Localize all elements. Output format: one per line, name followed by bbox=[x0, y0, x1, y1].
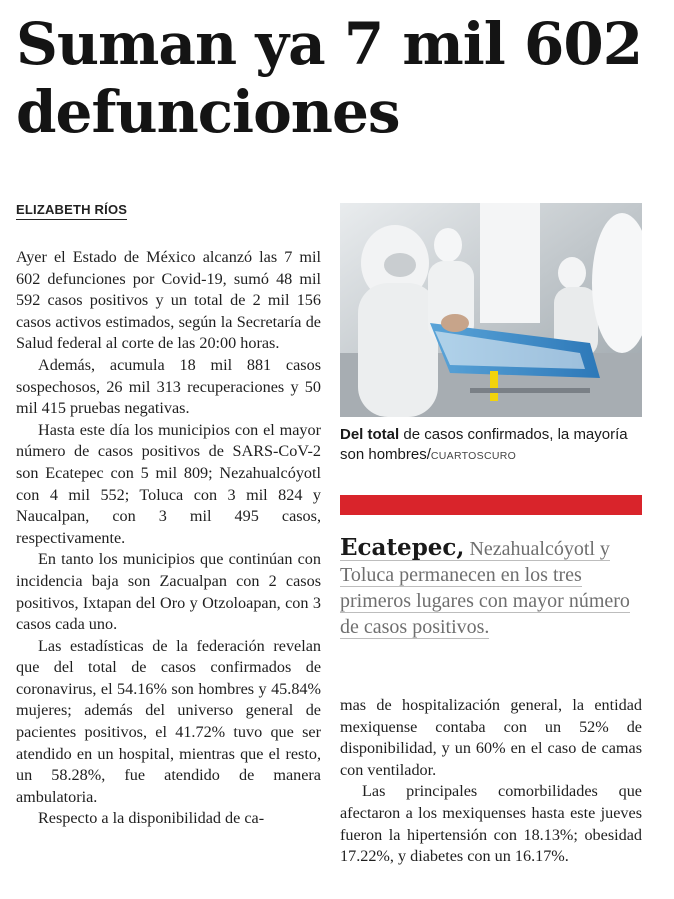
paragraph: En tanto los municipios que continúan con incidencia baja son Zacualpan con 2 casos positivos, Ixtapan del Oro y Otzoloapan, con 3 casos cada uno. bbox=[16, 550, 321, 634]
photo-credit: CUARTOSCURO bbox=[430, 450, 517, 462]
caption-bold: Del total bbox=[340, 426, 400, 443]
byline: ELIZABETH RÍOS bbox=[16, 202, 127, 220]
headline: Suman ya 7 mil 602 defunciones bbox=[16, 10, 643, 146]
pull-quote-lead: Ecatepec, bbox=[340, 534, 465, 561]
accent-bar bbox=[340, 495, 642, 515]
article-body-left bbox=[16, 247, 321, 830]
paragraph: Hasta este día los municipios con el mayor número de casos positivos de SARS-CoV-2 son Ecatepec con 5 mil 809; Nezahualcóyotl con 4 mil 552; Toluca con 3 mil 824 y Naucalpan, con 3 mil 495 casos, respectivamente. bbox=[16, 420, 321, 547]
medical-staff-photo bbox=[340, 203, 642, 417]
caption-text: de casos confirmados, la mayoría son hombres/ bbox=[340, 426, 628, 463]
paragraph: mas de hospitalización general, la entidad mexiquense contaba con un 52% de disponibilidad, y un 60% en el caso de camas con ventilador. bbox=[340, 696, 642, 779]
paragraph: Las estadísticas de la federación revelan que del total de casos confirmados de coronavirus, el 54.16% son hombres y 45.84% mujeres; además del universo general de pacientes positivos, el 41.72% tuvo que ser atendido en un hospital, mientras que el resto, un 58.28%, fue atendido de manera ambulatoria. bbox=[16, 636, 321, 806]
news-photo bbox=[340, 203, 642, 417]
paragraph: Además, acumula 18 mil 881 casos sospechosos, 26 mil 313 recuperaciones y 50 mil 415 pruebas negativas. bbox=[16, 355, 321, 418]
photo-caption bbox=[340, 425, 642, 466]
paragraph: Las principales comorbilidades que afectaron a los mexiquenses hasta este jueves fueron la hipertensión con 18.13%; obesidad 17.22%, y diabetes con un 16.17%. bbox=[340, 782, 642, 866]
article-body-right bbox=[340, 695, 642, 868]
paragraph: Respecto a la disponibilidad de ca- bbox=[38, 809, 265, 828]
pull-quote bbox=[340, 535, 642, 640]
paragraph: Ayer el Estado de México alcanzó las 7 mil 602 defunciones por Covid-19, sumó 48 mil 592 casos positivos y un total de 2 mil 156 casos activos estimados, según la Secretaría de Salud federal al corte de las 20:00 horas. bbox=[16, 248, 321, 353]
pull-quote-text: Nezahualcóyotl y Toluca permanecen en los tres primeros lugares con mayor número de casos positivos. bbox=[340, 538, 630, 638]
